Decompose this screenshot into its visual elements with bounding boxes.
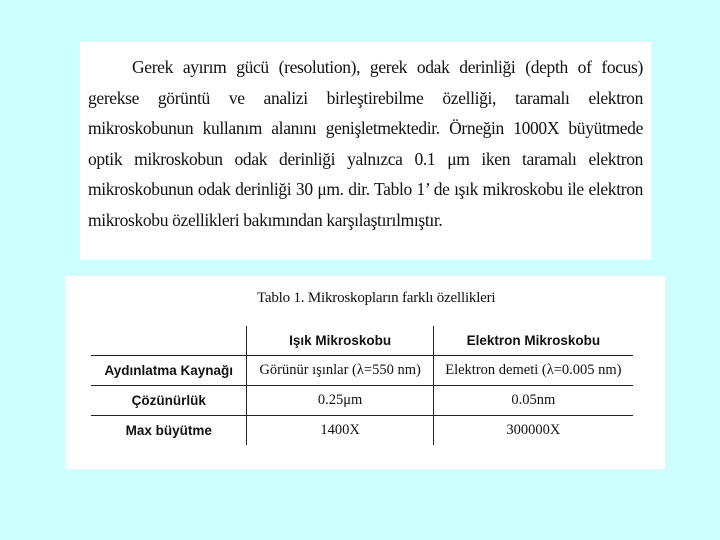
comparison-table [91,326,633,445]
paragraph-text: Gerek ayırım gücü (resolution), gerek odak derinliği (depth of focus) gerekse görüntü ve analizi birleştirebilme özelliği, taramalı elektron mikroskobunun kullanım alanını genişletmektedir. Örneğin 1000X büyütmede optik mikroskobun odak derinliği yalnızca 0.1 μm iken taramalı elektron mikroskobunun odak derinliği 30 μm. dir. Tablo 1’ de ışık mikroskobu ile elektron mikroskobu özellikleri bakımından karşılaştırılmıştır. [88,57,643,230]
cell-light-illumination: Görünür ışınlar (λ=550 nm) [247,356,433,386]
text-panel [80,42,651,260]
table-row [91,356,633,386]
row-label-resolution: Çözünürlük [91,386,247,416]
cell-electron-magnification: 300000X [433,416,633,446]
table-caption: Tablo 1. Mikroskopların farklı özellikleri [257,290,496,306]
header-electron-microscope: Elektron Mikroskobu [433,326,633,356]
row-label-magnification: Max büyütme [125,423,212,438]
cell-electron-resolution: 0.05nm [433,386,633,416]
cell-light-magnification: 1400X [247,416,433,446]
cell-light-resolution: 0.25μm [247,386,433,416]
cell-electron-illumination: Elektron demeti (λ=0.005 nm) [433,356,633,386]
row-label-illumination: Aydınlatma Kaynağı [91,356,247,386]
table-row [91,416,633,446]
header-empty-cell [91,326,247,356]
table-row [91,386,633,416]
header-light-microscope: Işık Mikroskobu [247,326,433,356]
table-panel [65,276,665,469]
table-header-row [91,326,633,356]
